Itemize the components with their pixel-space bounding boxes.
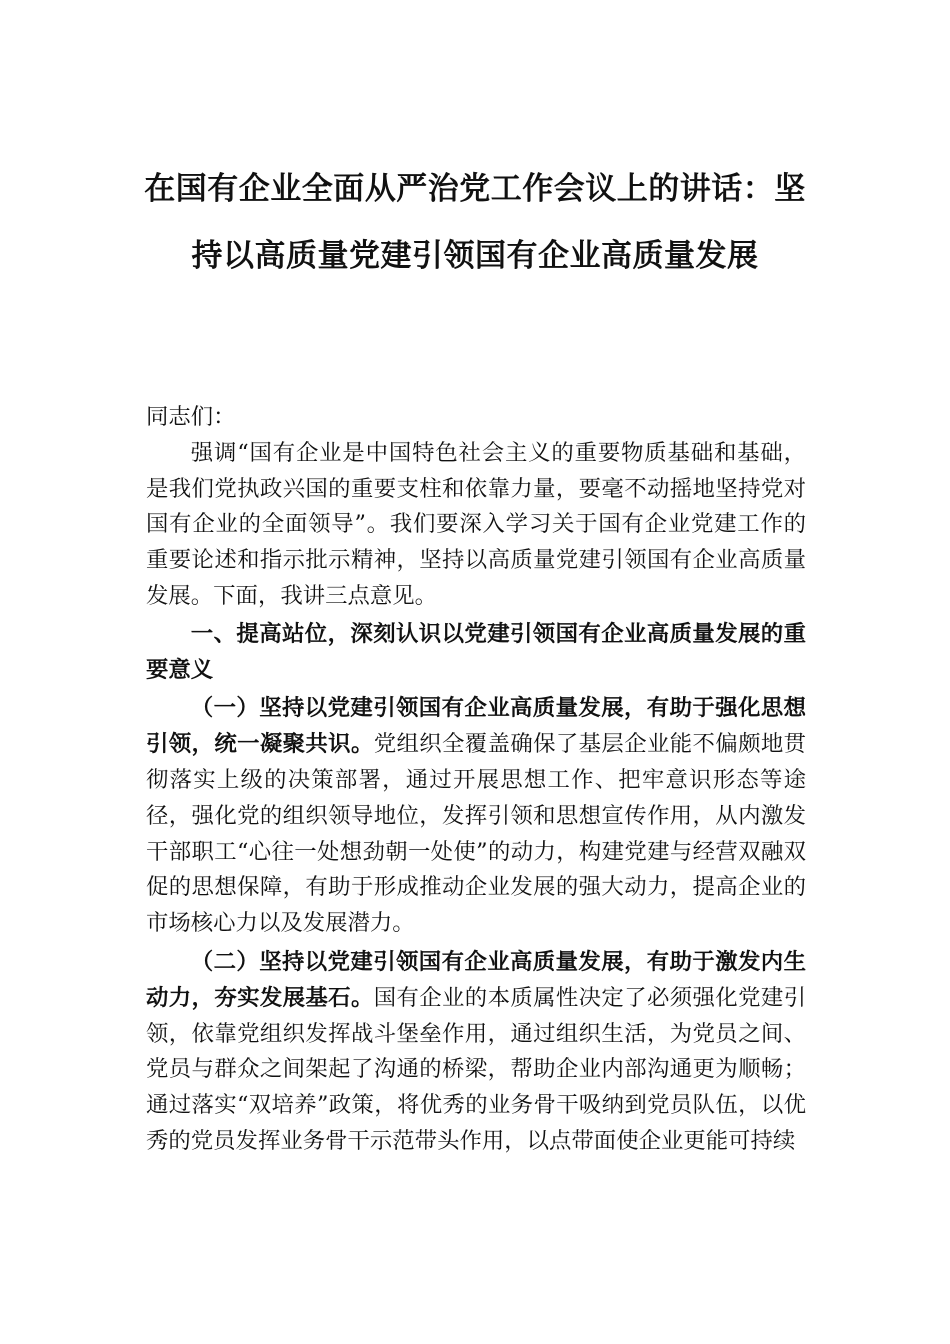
salutation: 同志们： [146,404,236,430]
subsection-lead: （一）坚持以党建引领国有企业高质量发展，有助于强化思想引领，统一凝聚共识。 [146,695,806,758]
document-title: 在国有企业全面从严治党工作会议上的讲话：坚持以高质量党建引领国有企业高质量发展 [144,171,806,274]
subsection-text: 国有企业的本质属性决定了必须强化党建引领，依靠党组织发挥战斗堡垒作用，通过组织生活，为党员之间、党员与群众之间架起了沟通的桥梁，帮助企业内部沟通更为顺畅；通过落实“双培养”政策，将优秀的业务骨干吸纳到党员队伍，以优秀的党员发挥业务骨干示范带头作用，以点带面使企业更能可持续 [146,984,807,1154]
subsection-paragraph [146,945,806,1160]
section-heading: 一、提高站位，深刻认识以党建引领国有企业高质量发展的重要意义 [146,620,806,683]
subsection-text: 党组织全覆盖确保了基层企业能不偏颇地贯彻落实上级的决策部署，通过开展思想工作、把牢意识形态等途径，强化党的组织领导地位，发挥引领和思想宣传作用，从内激发干部职工“心往一处想劲朝一处使”的动力，构建党建与经营双融双促的思想保障，有助于形成推动企业发展的强大动力，提高企业的市场核心力以及发展潜力。 [146,731,807,937]
intro-paragraph: 强调“国有企业是中国特色社会主义的重要物质基础和基础，是我们党执政兴国的重要支柱和依靠力量，要毫不动摇地坚持党对国有企业的全面领导”。我们要深入学习关于国有企业党建工作的重要论述和指示批示精神，坚持以高质量党建引领国有企业高质量发展。下面，我讲三点意见。 [146,439,806,609]
subsection-lead: （二）坚持以党建引领国有企业高质量发展，有助于激发内生动力，夯实发展基石。 [146,948,806,1011]
subsection-paragraph [146,691,806,942]
document-body [146,400,806,1160]
